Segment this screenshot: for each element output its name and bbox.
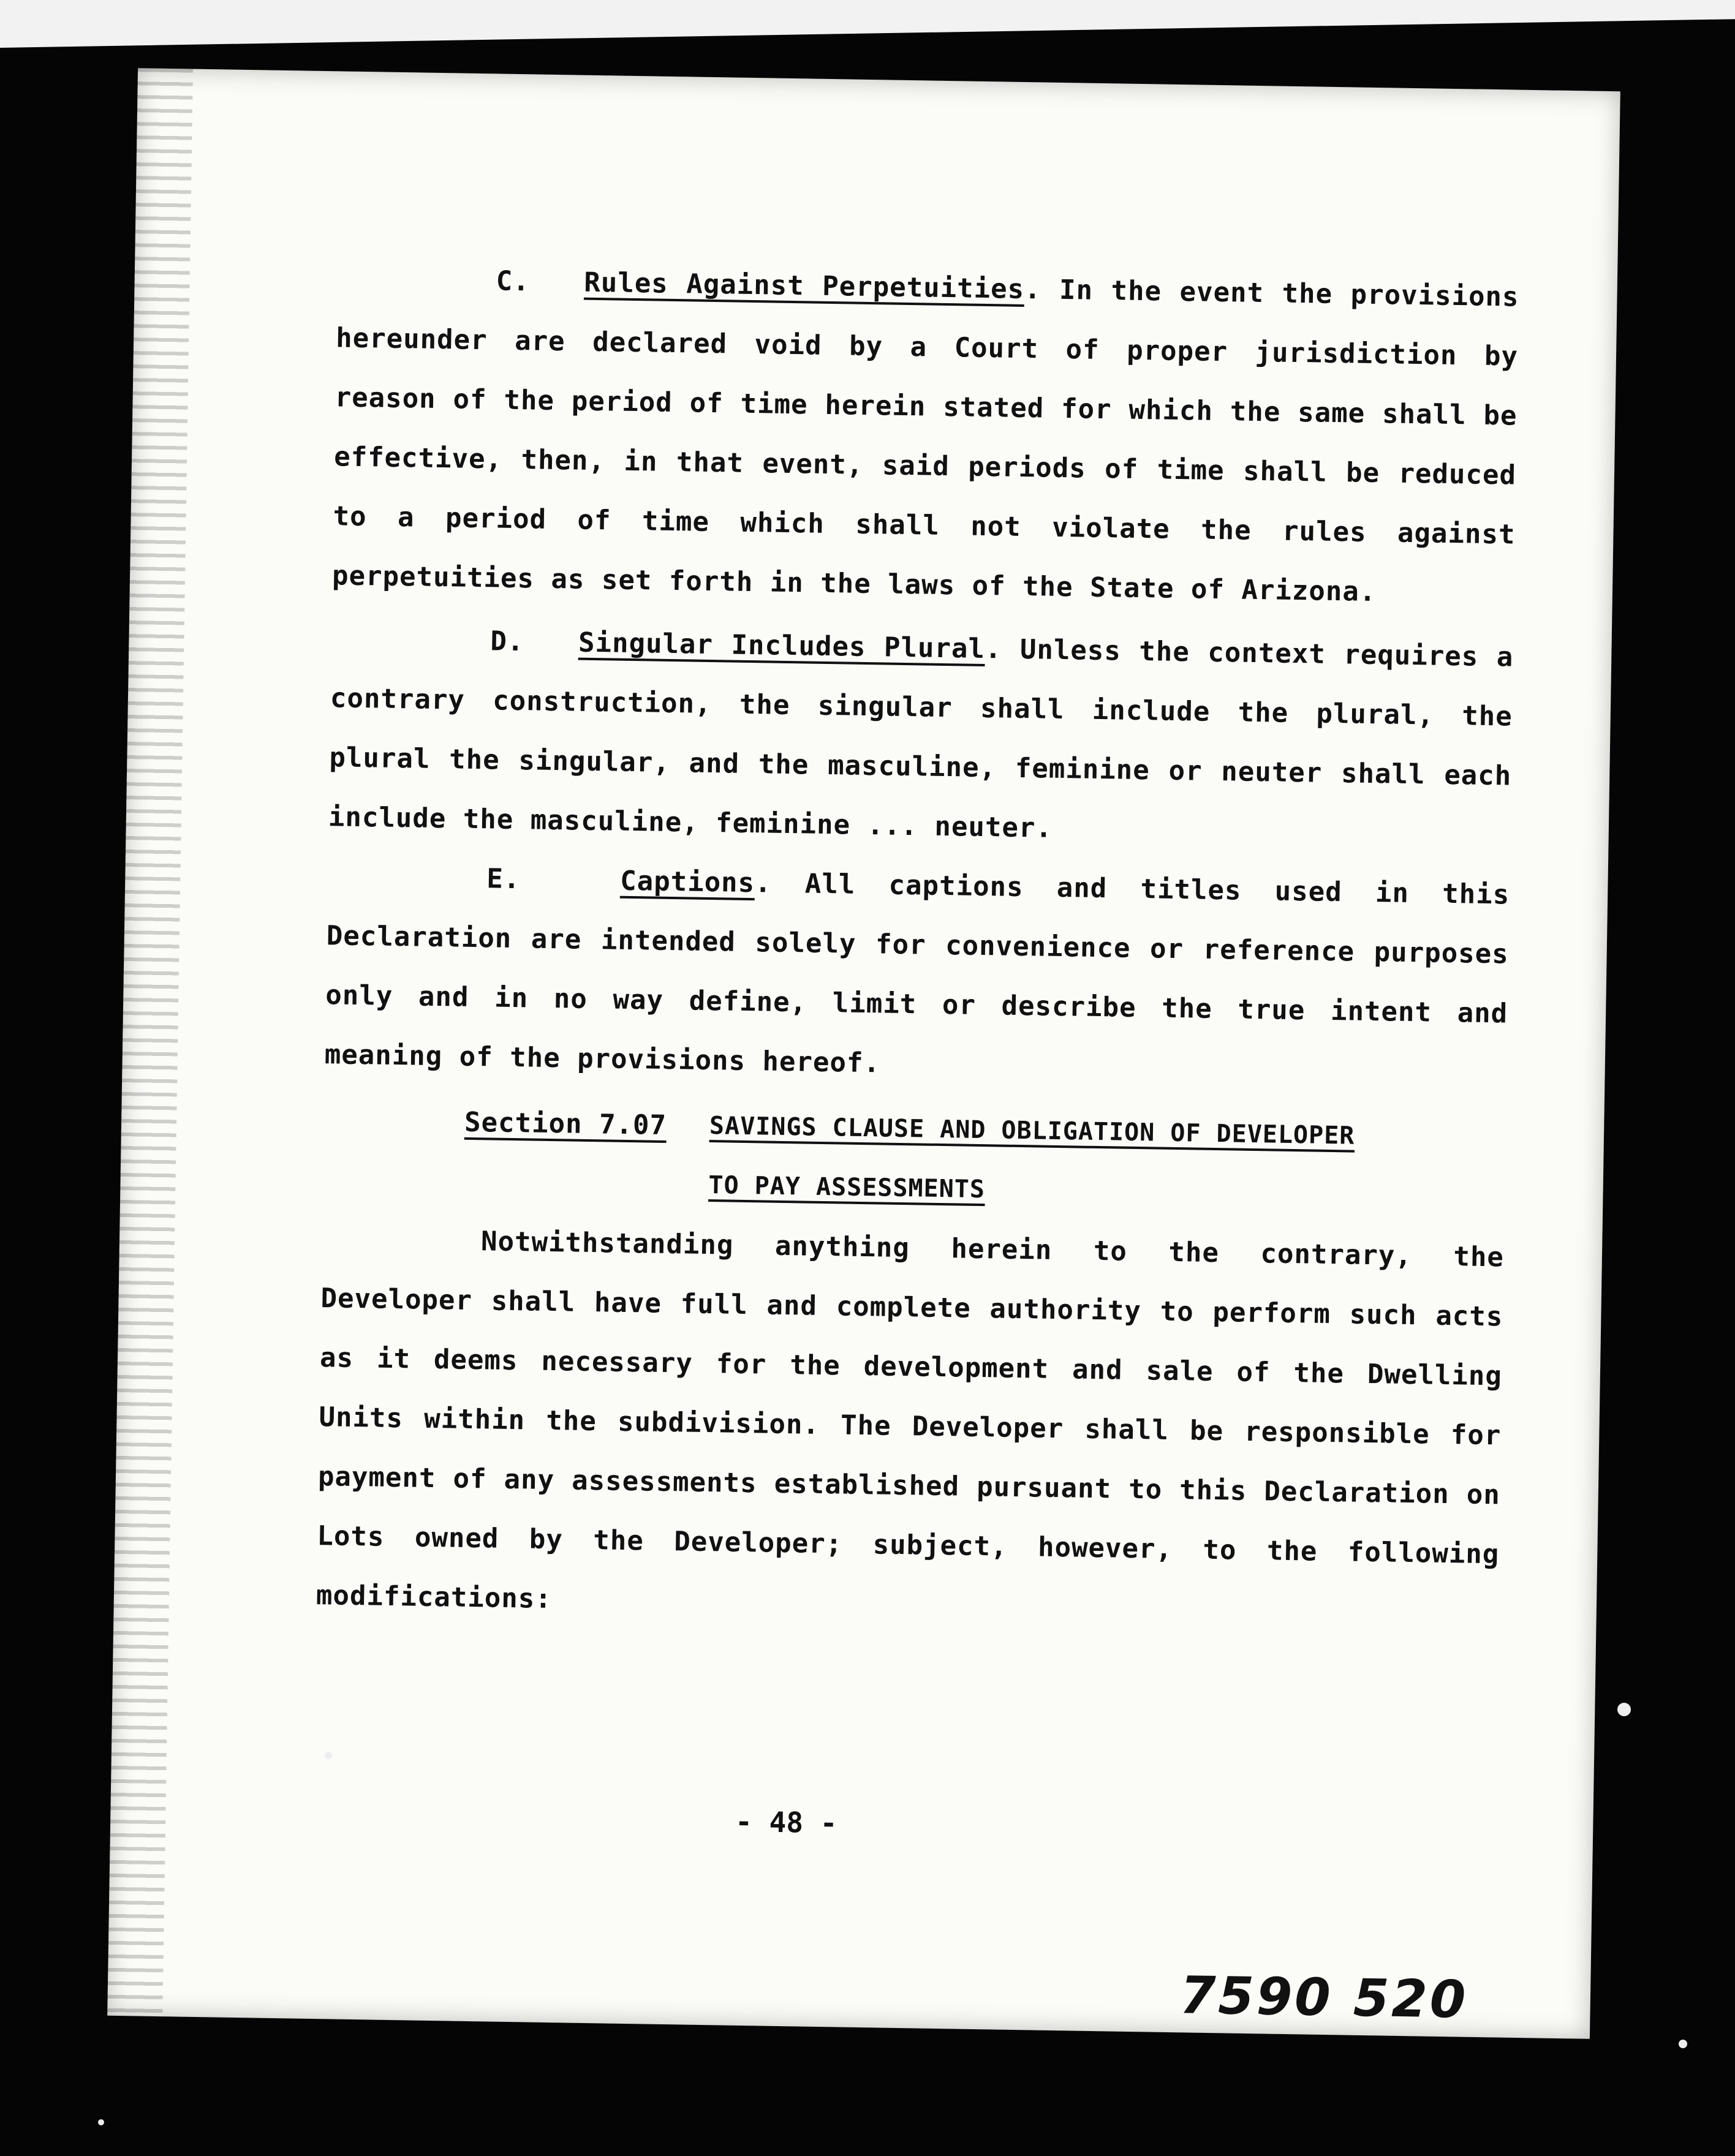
paragraph-c-heading: Rules Against Perpetuities [583, 266, 1025, 305]
paragraph-c-text: . In the event the provisions hereunder are declared void by a Court of proper jurisdiction by reason of the period of time herein stated for which the same shall be effective, then, in that event, said periods of time shall be reduced to a period of time which shall not violate the rules against perpetuities as set forth in the laws of the State of Arizona. [331, 273, 1519, 608]
section-number: Section 7.07 [464, 1106, 667, 1141]
paragraph-d [328, 609, 1514, 865]
section-paragraph: Notwithstanding anything herein to the contrary, the Developer shall have full and complete authority to perform such acts as it deems necessary for the development and sale of the Dwelling Units within the subdivision. The Developer shall be responsible for payment of any assessments established pursuant to this Declaration on Lots owned by the Developer; subject, however, to the following modifications: [316, 1226, 1505, 1615]
paragraph-e [324, 846, 1510, 1102]
paragraph-c-label: C. [496, 265, 531, 298]
paragraph-d-label: D. [490, 625, 524, 658]
scan-speck [1679, 2040, 1687, 2048]
document-page [107, 68, 1620, 2039]
paragraph-d-heading: Singular Includes Plural [578, 627, 986, 665]
scan-edge-noise [107, 68, 193, 2016]
paragraph-e-heading: Captions [619, 865, 755, 899]
paragraph-e-label: E. [486, 863, 521, 895]
section-title: SAVINGS CLAUSE AND OBLIGATION OF DEVELOPER TO PAY ASSESSMENTS [708, 1112, 1355, 1204]
scan-speck [325, 1752, 332, 1759]
scan-speck [1617, 1703, 1631, 1716]
paragraph-d-text: . Unless the context requires a contrary construction, the singular shall include the plural, the plural the singular, and the masculine, feminine or neuter shall each include the masculine, feminine ... neuter. [328, 633, 1514, 844]
document-body [316, 249, 1519, 1643]
scan-top-edge [0, 0, 1735, 48]
page-number: - 48 - [735, 1804, 837, 1840]
paragraph-e-text: . All captions and titles used in this Declaration are intended solely for convenience or reference purposes only and in no way define, limit or describe the true intent and meaning of the provisions hereof. [324, 867, 1510, 1079]
scan-speck [98, 2119, 104, 2125]
document-number-stamp: 7590 520 [1179, 1965, 1469, 2030]
paragraph-c [331, 249, 1519, 624]
section-heading [322, 1090, 1506, 1227]
